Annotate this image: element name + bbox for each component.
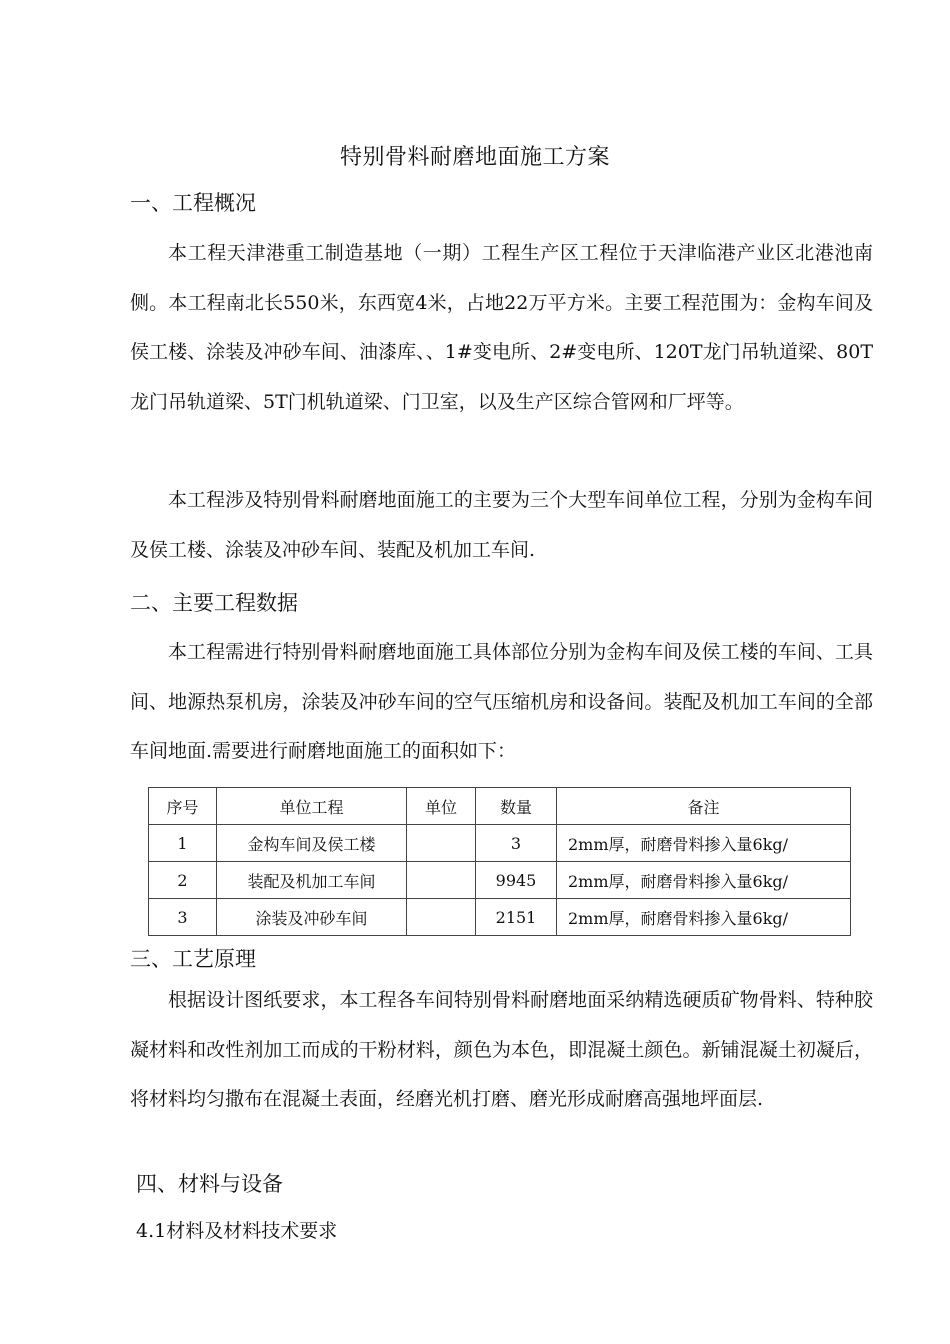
- overview-paragraph-1: [130, 229, 873, 427]
- cell-no: 1: [149, 825, 217, 862]
- paragraph-text: 本工程天津港重工制造基地（一期）工程生产区工程位于天津临港产业区北港池南侧。本工程南北长550米，东西宽4米，占地22万平方米。主要工程范围为：金构车间及侯工楼、涂装及冲砂车间、油漆库、、1#变电所、2#变电所、120T龙门吊轨道梁、80T龙门吊轨道梁、5T门机轨道梁、门卫室，以及生产区综合管网和厂坪等。: [130, 242, 873, 413]
- cell-project: 装配及机加工车间: [217, 862, 407, 899]
- cell-unit: [407, 899, 476, 936]
- principle-paragraph: [130, 976, 873, 1125]
- cell-unit: [407, 825, 476, 862]
- paragraph-text: 根据设计图纸要求，本工程各车间特别骨料耐磨地面采纳精选硬质矿物骨料、特种胶凝材料和改性剂加工而成的干粉材料，颜色为本色，即混凝土颜色。新铺混凝土初凝后，将材料均匀撒布在混凝土表面，经磨光机打磨、磨光形成耐磨高强地坪面层.: [130, 989, 873, 1110]
- cell-note: 2mm厚，耐磨骨料掺入量6kg/: [557, 899, 851, 936]
- cell-qty: 3: [476, 825, 557, 862]
- cell-qty: 9945: [476, 862, 557, 899]
- cell-no: 3: [149, 899, 217, 936]
- table-row: [149, 899, 851, 936]
- main-data-paragraph: [130, 628, 873, 777]
- header-cell-no: 序号: [149, 788, 217, 825]
- table-row: [149, 825, 851, 862]
- subsection-heading-materials-req: 4.1材料及材料技术要求: [136, 1220, 338, 1242]
- cell-project: 涂装及冲砂车间: [217, 899, 407, 936]
- paragraph-text: 本工程涉及特别骨料耐磨地面施工的主要为三个大型车间单位工程，分别为金构车间及侯工楼、涂装及冲砂车间、装配及机加工车间.: [130, 489, 873, 561]
- cell-project: 金构车间及侯工楼: [217, 825, 407, 862]
- section-heading-main-data: 二、主要工程数据: [130, 591, 298, 615]
- section-heading-principle: 三、工艺原理: [130, 947, 256, 971]
- area-table: [148, 787, 851, 936]
- table-row: [149, 862, 851, 899]
- header-cell-note: 备注: [557, 788, 851, 825]
- cell-no: 2: [149, 862, 217, 899]
- section-heading-overview: 一、工程概况: [130, 191, 256, 215]
- header-cell-unit: 单位: [407, 788, 476, 825]
- table-header-row: [149, 788, 851, 825]
- header-cell-project: 单位工程: [217, 788, 407, 825]
- section-heading-materials: 四、材料与设备: [136, 1172, 283, 1196]
- cell-qty: 2151: [476, 899, 557, 936]
- paragraph-text: 本工程需进行特别骨料耐磨地面施工具体部位分别为金构车间及侯工楼的车间、工具间、地源热泵机房，涂装及冲砂车间的空气压缩机房和设备间。装配及机加工车间的全部车间地面.需要进行耐磨地面施工的面积如下：: [130, 641, 873, 762]
- header-cell-qty: 数量: [476, 788, 557, 825]
- cell-note: 2mm厚，耐磨骨料掺入量6kg/: [557, 862, 851, 899]
- cell-unit: [407, 862, 476, 899]
- document-title: 特别骨料耐磨地面施工方案: [339, 145, 610, 170]
- overview-paragraph-2: [130, 476, 873, 575]
- cell-note: 2mm厚，耐磨骨料掺入量6kg/: [557, 825, 851, 862]
